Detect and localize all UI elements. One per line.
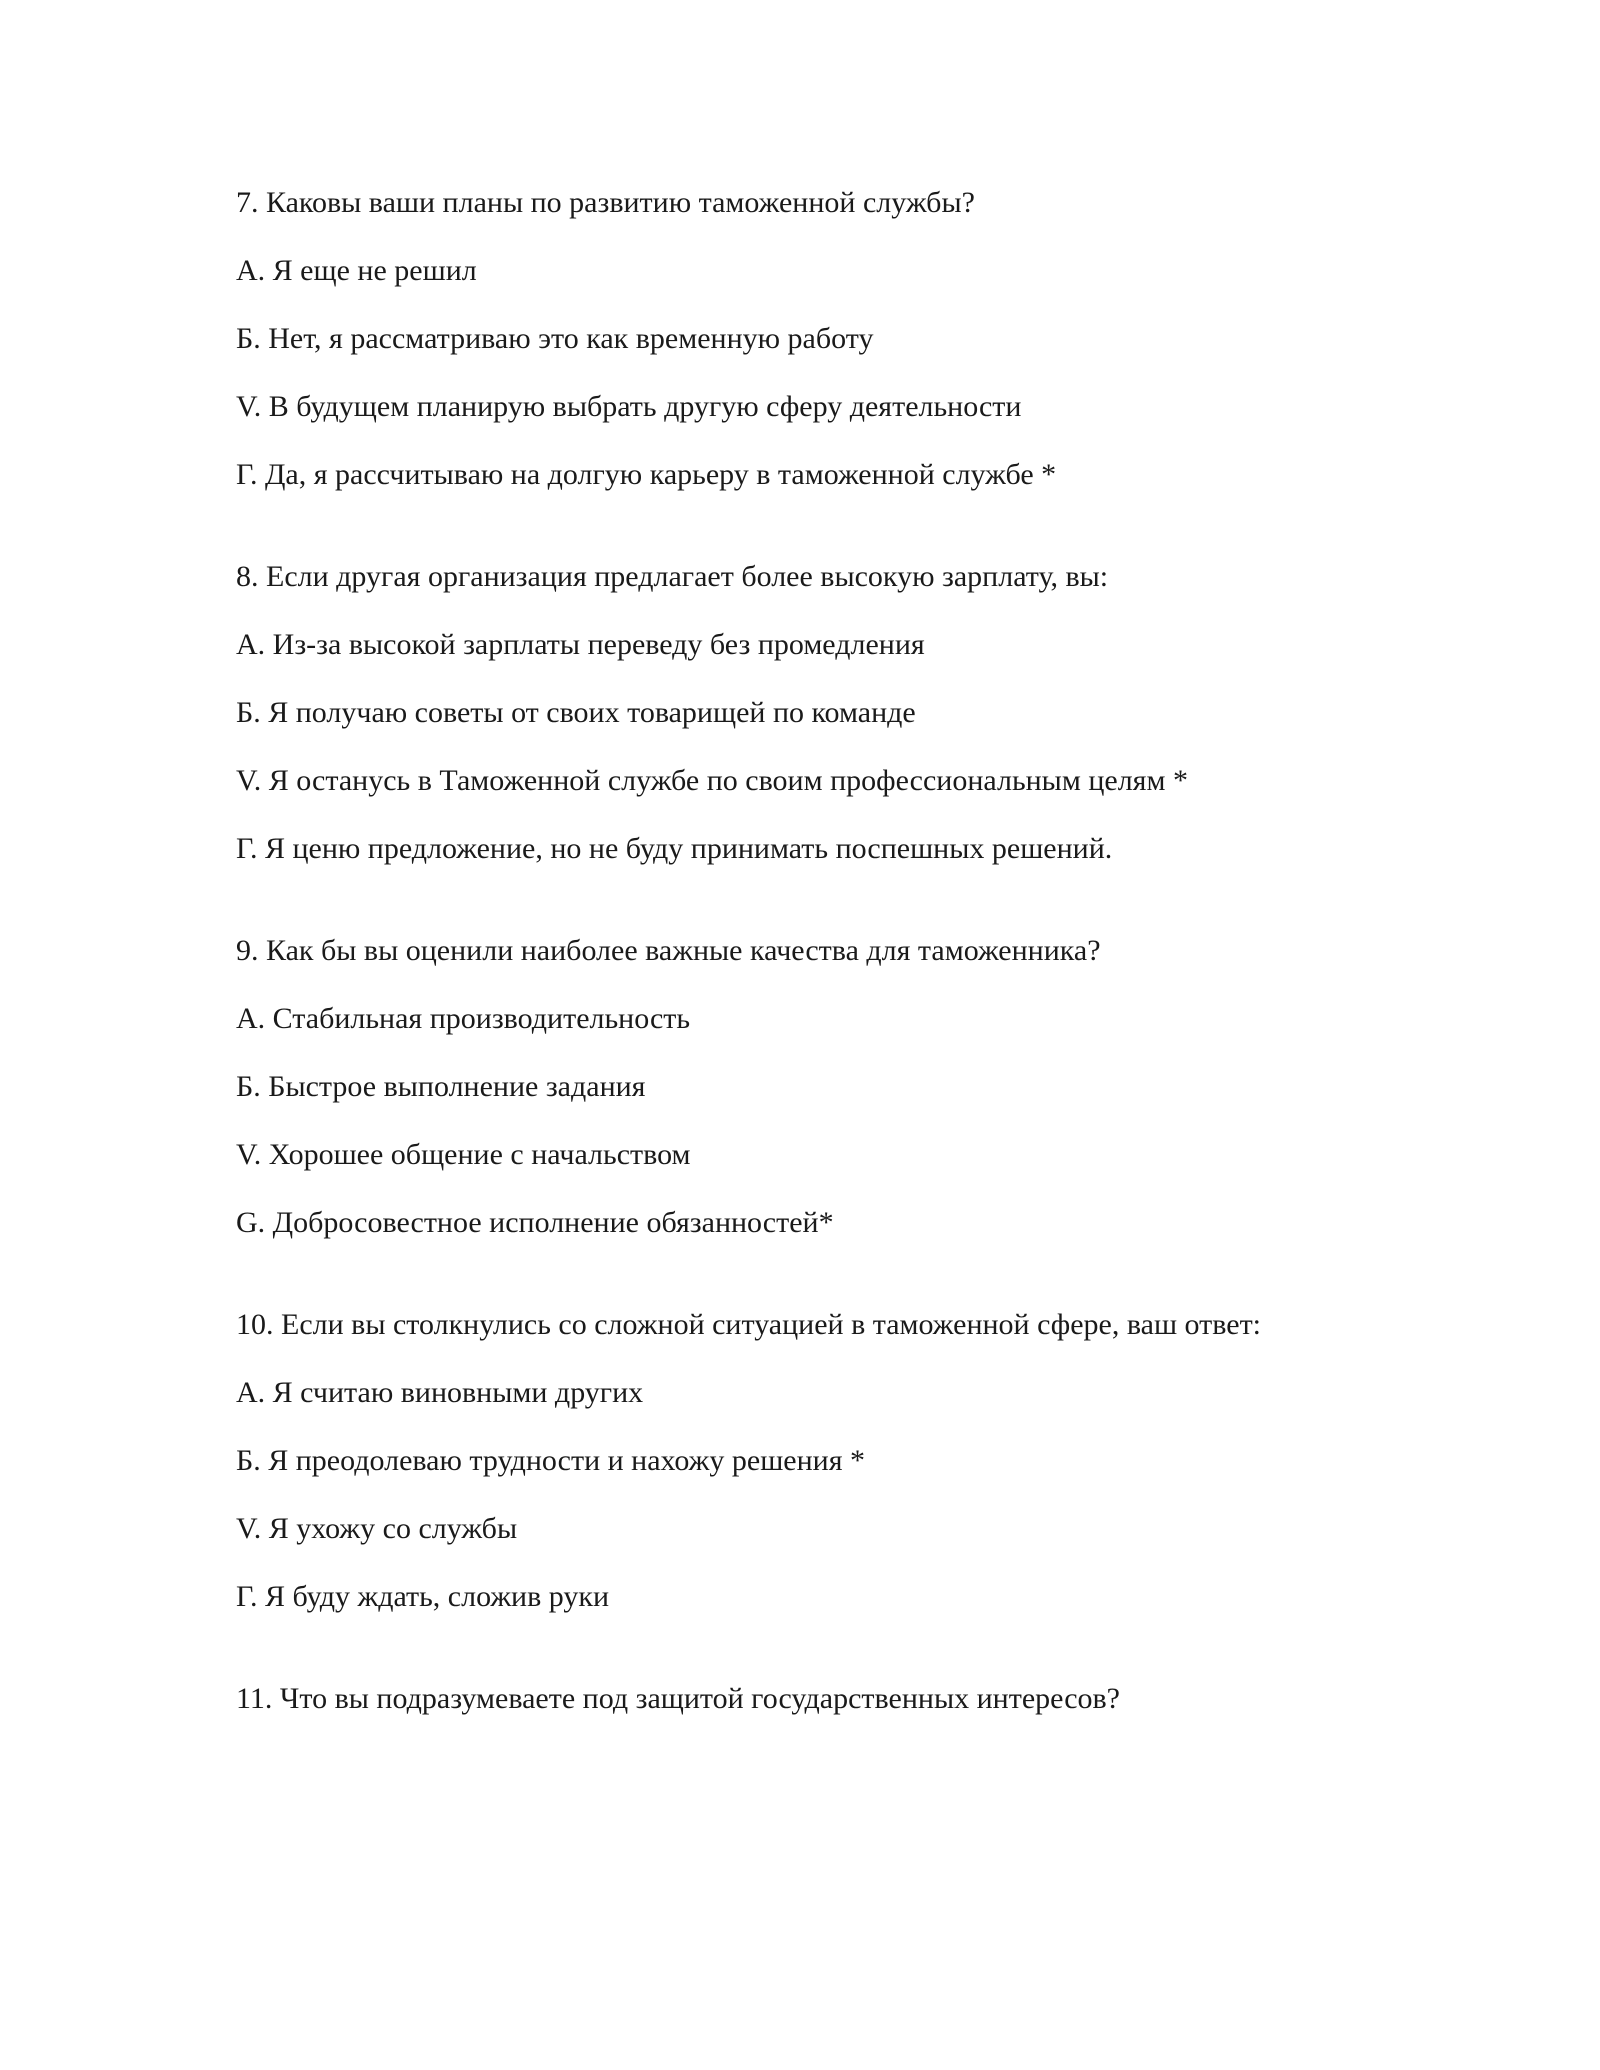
answer-option-b: Б. Я получаю советы от своих товарищей по команде <box>236 696 916 729</box>
answer-option-a: А. Я еще не решил <box>236 254 477 287</box>
answer-option-a: А. Я считаю виновными других <box>236 1376 644 1409</box>
answer-option-a: А. Стабильная производительность <box>236 1002 691 1035</box>
answer-option-a: А. Из-за высокой зарплаты переведу без промедления <box>236 628 925 661</box>
question-text: 9. Как бы вы оценили наиболее важные качества для таможенника? <box>236 934 1101 967</box>
question-text: 8. Если другая организация предлагает более высокую зарплату, вы: <box>236 560 1109 593</box>
question-10 <box>236 1308 1416 1614</box>
question-8 <box>236 560 1416 866</box>
answer-option-g: G. Добросовестное исполнение обязанностей* <box>236 1206 834 1239</box>
question-9 <box>236 934 1416 1240</box>
questionnaire <box>236 186 1416 1750</box>
question-text: 10. Если вы столкнулись со сложной ситуацией в таможенной сфере, ваш ответ: <box>236 1308 1262 1341</box>
answer-option-v: V. Хорошее общение с начальством <box>236 1138 691 1171</box>
question-7 <box>236 186 1416 492</box>
answer-option-g: Г. Да, я рассчитываю на долгую карьеру в таможенной службе * <box>236 458 1057 491</box>
answer-option-b: Б. Я преодолеваю трудности и нахожу решения * <box>236 1444 866 1477</box>
answer-option-g: Г. Я буду ждать, сложив руки <box>236 1580 610 1613</box>
answer-option-g: Г. Я ценю предложение, но не буду принимать поспешных решений. <box>236 832 1113 865</box>
question-11 <box>236 1682 1416 1716</box>
answer-option-v: V. В будущем планирую выбрать другую сферу деятельности <box>236 390 1022 423</box>
question-text: 7. Каковы ваши планы по развитию таможенной службы? <box>236 186 975 219</box>
question-text: 11. Что вы подразумеваете под защитой государственных интересов? <box>236 1682 1120 1715</box>
answer-option-b: Б. Быстрое выполнение задания <box>236 1070 646 1103</box>
answer-option-v: V. Я останусь в Таможенной службе по своим профессиональным целям * <box>236 764 1188 797</box>
answer-option-b: Б. Нет, я рассматриваю это как временную работу <box>236 322 874 355</box>
answer-option-v: V. Я ухожу со службы <box>236 1512 518 1545</box>
